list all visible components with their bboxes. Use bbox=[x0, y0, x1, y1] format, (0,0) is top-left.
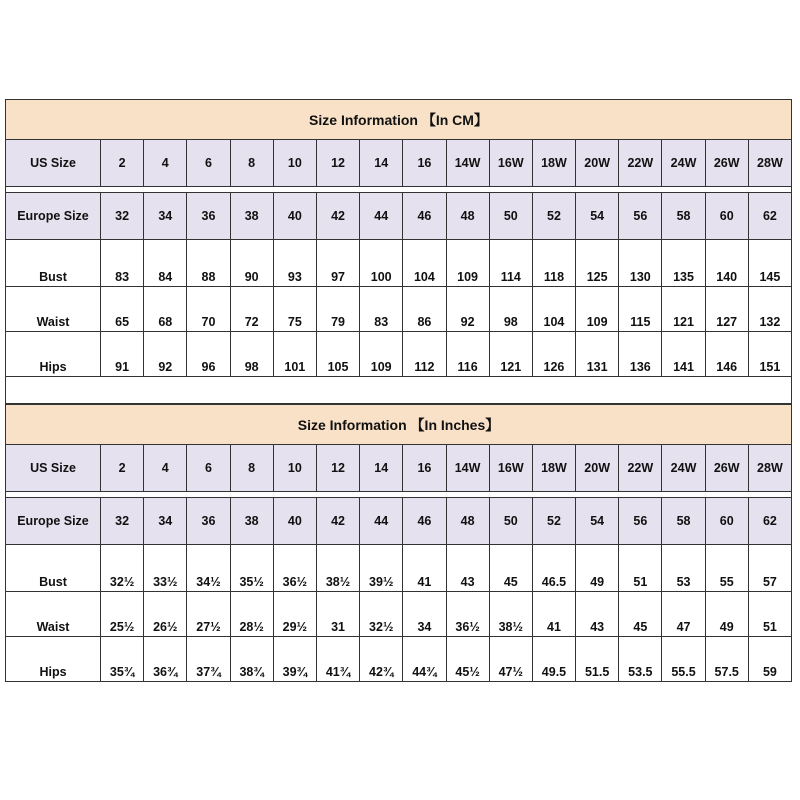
measure-value: 68 bbox=[144, 287, 187, 331]
measure-value: 104 bbox=[403, 240, 446, 286]
us-size-label: US Size bbox=[6, 140, 101, 186]
europe-size-value: 60 bbox=[706, 498, 749, 544]
europe-size-value: 50 bbox=[490, 498, 533, 544]
measure-value: 83 bbox=[360, 287, 403, 331]
measure-value: 135 bbox=[662, 240, 705, 286]
measure-value: 104 bbox=[533, 287, 576, 331]
europe-size-value: 52 bbox=[533, 193, 576, 239]
measure-value: 32½ bbox=[101, 545, 144, 591]
europe-size-value: 62 bbox=[749, 498, 791, 544]
measure-value: 145 bbox=[759, 270, 781, 284]
europe-size-value: 58 bbox=[662, 498, 705, 544]
us-size-value: 10 bbox=[274, 445, 317, 491]
measure-value: 141 bbox=[662, 332, 705, 376]
measure-value: 32½ bbox=[360, 592, 403, 636]
measure-value: 93 bbox=[274, 240, 317, 286]
us-size-value: 14 bbox=[360, 140, 403, 186]
measure-value: 41¾ bbox=[317, 637, 360, 681]
measure-value: 28½ bbox=[231, 592, 274, 636]
measure-value: 109 bbox=[360, 332, 403, 376]
size-chart bbox=[5, 99, 792, 682]
europe-size-value: 34 bbox=[144, 498, 187, 544]
us-size-value: 16 bbox=[403, 140, 446, 186]
measure-value: 75 bbox=[274, 287, 317, 331]
us-size-value: 24W bbox=[662, 140, 705, 186]
measure-value: 38½ bbox=[317, 545, 360, 591]
measure-value: 43 bbox=[447, 545, 490, 591]
measure-label: Bust bbox=[6, 545, 101, 591]
us-size-value: 2 bbox=[101, 140, 144, 186]
measure-value: 98 bbox=[231, 332, 274, 376]
us-size-value: 14 bbox=[360, 445, 403, 491]
measure-value: 98 bbox=[490, 287, 533, 331]
europe-size-row bbox=[6, 498, 791, 545]
europe-size-row bbox=[6, 193, 791, 240]
measure-value: 65 bbox=[101, 287, 144, 331]
europe-size-value: 46 bbox=[403, 498, 446, 544]
measure-value: 127 bbox=[706, 287, 749, 331]
measure-value: 49 bbox=[706, 592, 749, 636]
measure-value: 36¾ bbox=[144, 637, 187, 681]
measure-value: 35½ bbox=[231, 545, 274, 591]
measure-value: 88 bbox=[187, 240, 230, 286]
us-size-value: 18W bbox=[533, 140, 576, 186]
measure-value: 101 bbox=[274, 332, 317, 376]
measure-value: 100 bbox=[360, 240, 403, 286]
measure-value: 53 bbox=[662, 545, 705, 591]
europe-size-value: 38 bbox=[231, 193, 274, 239]
measure-value: 36½ bbox=[447, 592, 490, 636]
measure-value: 31 bbox=[317, 592, 360, 636]
measure-value: 109 bbox=[447, 240, 490, 286]
measure-value: 38¾ bbox=[231, 637, 274, 681]
measure-value: 57 bbox=[762, 575, 777, 589]
europe-size-value: 54 bbox=[576, 498, 619, 544]
us-size-value: 4 bbox=[144, 445, 187, 491]
measure-value: 121 bbox=[662, 287, 705, 331]
us-size-value: 20W bbox=[576, 445, 619, 491]
us-size-value: 28W bbox=[749, 140, 791, 186]
measure-value: 39¾ bbox=[274, 637, 317, 681]
measure-value: 146 bbox=[706, 332, 749, 376]
us-size-value: 14W bbox=[447, 445, 490, 491]
us-size-value: 2 bbox=[101, 445, 144, 491]
measure-value: 84 bbox=[144, 240, 187, 286]
measure-value: 55 bbox=[706, 545, 749, 591]
measure-value: 136 bbox=[619, 332, 662, 376]
measure-value: 116 bbox=[447, 332, 490, 376]
measure-row-hips bbox=[6, 637, 791, 682]
europe-size-value: 38 bbox=[231, 498, 274, 544]
europe-size-value: 60 bbox=[706, 193, 749, 239]
europe-size-value: 36 bbox=[187, 498, 230, 544]
measure-value: 121 bbox=[490, 332, 533, 376]
us-size-value: 6 bbox=[187, 140, 230, 186]
us-size-value: 8 bbox=[231, 445, 274, 491]
measure-row-bust bbox=[6, 240, 791, 287]
us-size-value: 16 bbox=[403, 445, 446, 491]
measure-value: 118 bbox=[533, 240, 576, 286]
measure-value: 41 bbox=[533, 592, 576, 636]
europe-size-value: 46 bbox=[403, 193, 446, 239]
europe-size-value: 50 bbox=[490, 193, 533, 239]
measure-value: 45½ bbox=[447, 637, 490, 681]
europe-size-value: 44 bbox=[360, 498, 403, 544]
measure-value: 33½ bbox=[144, 545, 187, 591]
us-size-label: US Size bbox=[6, 445, 101, 491]
measure-value: 49 bbox=[576, 545, 619, 591]
measure-value: 115 bbox=[619, 287, 662, 331]
europe-size-value: 52 bbox=[533, 498, 576, 544]
europe-size-value: 44 bbox=[360, 193, 403, 239]
table-title: Size Information 【In CM】 bbox=[6, 100, 791, 140]
measure-value: 35¾ bbox=[101, 637, 144, 681]
us-size-value: 10 bbox=[274, 140, 317, 186]
measure-value: 53.5 bbox=[619, 637, 662, 681]
measure-value: 36½ bbox=[274, 545, 317, 591]
us-size-value: 14W bbox=[447, 140, 490, 186]
measure-value: 43 bbox=[576, 592, 619, 636]
europe-size-value: 56 bbox=[619, 498, 662, 544]
measure-value: 47½ bbox=[490, 637, 533, 681]
europe-size-value: 58 bbox=[662, 193, 705, 239]
us-size-value: 22W bbox=[619, 445, 662, 491]
measure-value: 130 bbox=[619, 240, 662, 286]
measure-value: 37¾ bbox=[187, 637, 230, 681]
measure-value: 91 bbox=[101, 332, 144, 376]
europe-size-value: 56 bbox=[619, 193, 662, 239]
europe-size-value: 42 bbox=[317, 193, 360, 239]
us-size-value: 26W bbox=[706, 140, 749, 186]
europe-size-value: 48 bbox=[447, 193, 490, 239]
measure-value: 42¾ bbox=[360, 637, 403, 681]
measure-value: 105 bbox=[317, 332, 360, 376]
us-size-value: 4 bbox=[144, 140, 187, 186]
measure-value: 92 bbox=[447, 287, 490, 331]
measure-value: 92 bbox=[144, 332, 187, 376]
europe-size-value: 42 bbox=[317, 498, 360, 544]
measure-value: 45 bbox=[490, 545, 533, 591]
us-size-value: 26W bbox=[706, 445, 749, 491]
measure-value: 34 bbox=[403, 592, 446, 636]
europe-size-value: 48 bbox=[447, 498, 490, 544]
measure-value: 25½ bbox=[101, 592, 144, 636]
measure-value: 59 bbox=[762, 665, 777, 679]
measure-value: 51 bbox=[619, 545, 662, 591]
measure-value: 51 bbox=[762, 620, 777, 634]
measure-value: 70 bbox=[187, 287, 230, 331]
measure-value: 83 bbox=[101, 240, 144, 286]
europe-size-value: 54 bbox=[576, 193, 619, 239]
measure-value: 26½ bbox=[144, 592, 187, 636]
measure-value: 79 bbox=[317, 287, 360, 331]
measure-row-bust bbox=[6, 545, 791, 592]
measure-value: 45 bbox=[619, 592, 662, 636]
us-size-value: 18W bbox=[533, 445, 576, 491]
europe-size-value: 40 bbox=[274, 193, 317, 239]
us-size-value: 28W bbox=[749, 445, 791, 491]
us-size-value: 12 bbox=[317, 140, 360, 186]
table-title: Size Information 【In Inches】 bbox=[6, 405, 791, 445]
us-size-value: 6 bbox=[187, 445, 230, 491]
inches-table bbox=[5, 404, 792, 682]
measure-value: 96 bbox=[187, 332, 230, 376]
measure-value: 126 bbox=[533, 332, 576, 376]
measure-value: 39½ bbox=[360, 545, 403, 591]
measure-value: 57.5 bbox=[706, 637, 749, 681]
section-gap bbox=[6, 377, 791, 404]
us-size-value: 12 bbox=[317, 445, 360, 491]
measure-row-hips bbox=[6, 332, 791, 377]
measure-value: 114 bbox=[490, 240, 533, 286]
measure-value: 90 bbox=[231, 240, 274, 286]
europe-size-value: 32 bbox=[101, 193, 144, 239]
measure-value: 72 bbox=[231, 287, 274, 331]
measure-label: Waist bbox=[6, 287, 101, 331]
europe-size-label: Europe Size bbox=[6, 193, 101, 239]
measure-label: Hips bbox=[6, 332, 101, 376]
measure-value: 46.5 bbox=[533, 545, 576, 591]
europe-size-value: 32 bbox=[101, 498, 144, 544]
europe-size-value: 40 bbox=[274, 498, 317, 544]
us-size-value: 24W bbox=[662, 445, 705, 491]
europe-size-value: 34 bbox=[144, 193, 187, 239]
us-size-value: 16W bbox=[490, 445, 533, 491]
europe-size-value: 36 bbox=[187, 193, 230, 239]
measure-value: 151 bbox=[759, 360, 781, 374]
measure-value: 44¾ bbox=[403, 637, 446, 681]
measure-value: 112 bbox=[403, 332, 446, 376]
measure-label: Bust bbox=[6, 240, 101, 286]
measure-value: 34½ bbox=[187, 545, 230, 591]
measure-value: 131 bbox=[576, 332, 619, 376]
measure-value: 86 bbox=[403, 287, 446, 331]
us-size-value: 22W bbox=[619, 140, 662, 186]
measure-value: 132 bbox=[759, 315, 781, 329]
measure-value: 97 bbox=[317, 240, 360, 286]
us-size-value: 20W bbox=[576, 140, 619, 186]
us-size-value: 16W bbox=[490, 140, 533, 186]
measure-value: 125 bbox=[576, 240, 619, 286]
measure-value: 140 bbox=[706, 240, 749, 286]
europe-size-value: 62 bbox=[749, 193, 791, 239]
measure-value: 55.5 bbox=[662, 637, 705, 681]
measure-value: 38½ bbox=[490, 592, 533, 636]
cm-table bbox=[5, 99, 792, 404]
us-size-row bbox=[6, 140, 791, 187]
measure-label: Waist bbox=[6, 592, 101, 636]
europe-size-label: Europe Size bbox=[6, 498, 101, 544]
measure-value: 27½ bbox=[187, 592, 230, 636]
measure-value: 47 bbox=[662, 592, 705, 636]
measure-value: 49.5 bbox=[533, 637, 576, 681]
us-size-value: 8 bbox=[231, 140, 274, 186]
measure-value: 29½ bbox=[274, 592, 317, 636]
measure-row-waist bbox=[6, 592, 791, 637]
measure-value: 41 bbox=[403, 545, 446, 591]
us-size-row bbox=[6, 445, 791, 492]
measure-label: Hips bbox=[6, 637, 101, 681]
measure-value: 51.5 bbox=[576, 637, 619, 681]
measure-value: 109 bbox=[576, 287, 619, 331]
measure-row-waist bbox=[6, 287, 791, 332]
